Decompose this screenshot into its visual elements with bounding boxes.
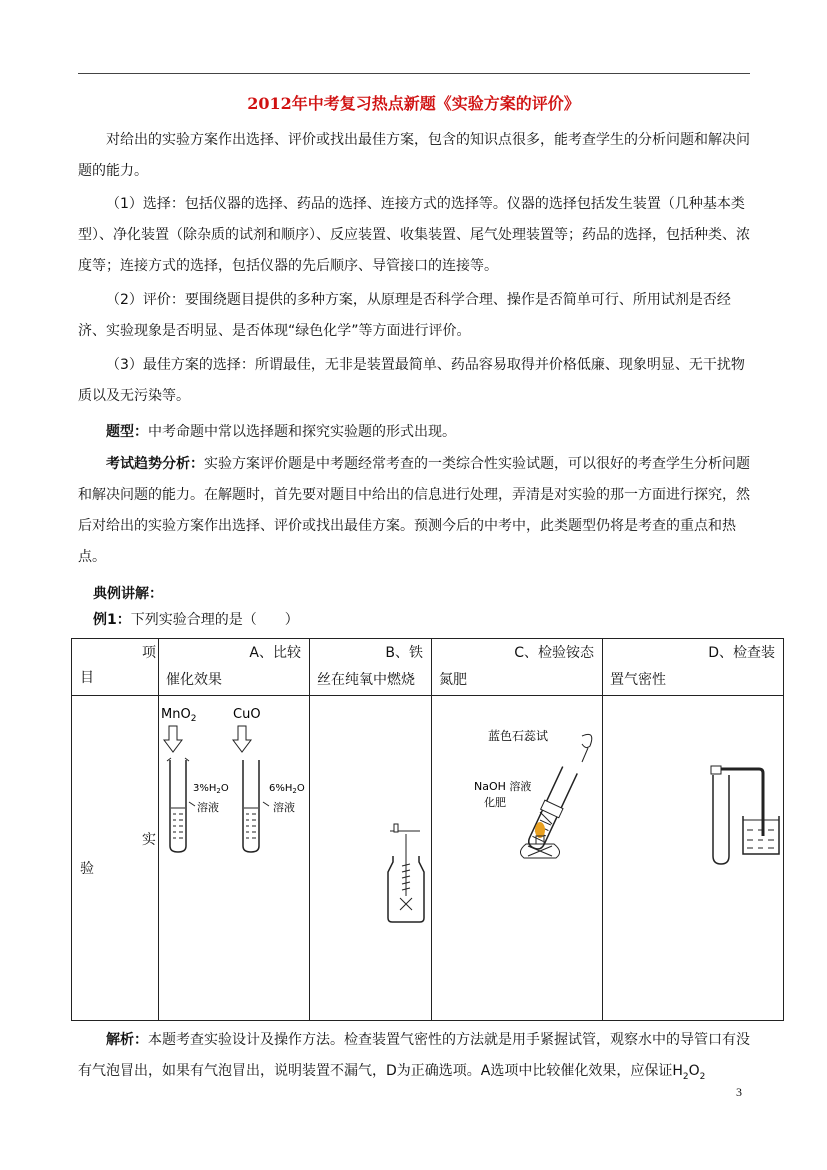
B-line1: B、铁 [385, 645, 423, 661]
C-line1: C、检验铵态 [514, 645, 594, 661]
D-line1: D、检查装 [708, 645, 775, 661]
cuo-label: CuO [233, 707, 261, 722]
solution-2-label: $6\%H_2O$ [269, 783, 305, 795]
item2-paragraph: （2）评价：要围绕题目提供的多种方案，从原理是否科学合理、操作是否简单可行、所用试剂是否经济、实验现象是否明显、是否体现“绿色化学”等方面进行评价。 [78, 292, 731, 339]
type-label: 题型： [106, 424, 148, 440]
arrow-down-icon [164, 726, 182, 752]
page-title: 2012年中考复习热点新题《实验方案的评价》 [247, 94, 580, 113]
experiment-table [71, 638, 784, 1021]
header-cell-D [603, 639, 784, 696]
test-tube [713, 775, 729, 864]
B-line2: 丝在纯氧中燃烧 [317, 672, 415, 688]
diagram-cell-A [159, 696, 310, 1021]
delivery-tube [719, 769, 763, 836]
airtightness-diagram [603, 696, 783, 1020]
experiment-label-mid: 实 [142, 832, 156, 848]
ammonium-test-diagram [432, 696, 602, 1020]
catalyst-comparison-diagram [159, 696, 309, 1020]
type-text: 中考命题中常以选择题和探究实验题的形式出现。 [148, 424, 456, 440]
D-line2: 置气密性 [610, 672, 666, 688]
item-label-bottom: 目 [80, 670, 94, 686]
diagram-cell-C [432, 696, 603, 1021]
experiment-label-bottom: 验 [80, 861, 94, 877]
C-line2: 氮肥 [439, 672, 467, 688]
header-cell-C [432, 639, 603, 696]
iron-combustion-diagram [310, 696, 431, 1020]
analysis-paragraph: 解析：本题考查实验设计及操作方法。检查装置气密性的方法就是用手紧握试管，观察水中的导管口有没有气泡冒出，如果有气泡冒出，说明装置不漏气，D为正确选项。A选项中比较催化效果，应保证$H_2O_2$ [78, 1032, 750, 1082]
solution-1-label: $3\%H_2O$ [193, 783, 229, 795]
type-paragraph [78, 417, 750, 448]
test-tube [243, 760, 259, 852]
solution-2-word: 溶液 [273, 801, 295, 814]
arrow-down-icon [233, 726, 251, 752]
solution-1-word: 溶液 [197, 801, 219, 814]
item3-paragraph: （3）最佳方案的选择：所谓最佳，无非是装置最简单、药品容易取得并价格低廉、现象明显、无干扰物质以及无污染等。 [78, 357, 745, 404]
header-cell-B [310, 639, 432, 696]
example1-label: 例1： [93, 612, 131, 628]
intro-paragraph: 对给出的实验方案作出选择、评价或找出最佳方案，包含的知识点很多，能考查学生的分析问题和解决问题的能力。 [78, 132, 750, 179]
trend-text: 实验方案评价题是中考题经常考查的一类综合性实验试题，可以很好的考查学生分析问题和解决问题的能力。在解题时，首先要对题目中给出的信息进行处理，弄清是对实验的那一方面进行探究，然后对给出的实验方案作出选择、评价或找出最佳方案。预测今后的中考中，此类题型仍将是考查的重点和热点。 [78, 456, 750, 565]
A-line2: 催化效果 [166, 672, 222, 688]
example1-text: 下列实验合理的是（ ） [130, 612, 299, 628]
row-label-experiment [72, 696, 159, 1021]
A-line1: A、比较 [249, 645, 301, 661]
page-number: 3 [736, 1085, 742, 1099]
header-cell-A [159, 639, 310, 696]
litmus-paper [582, 734, 592, 747]
trend-label: 考试趋势分析： [106, 456, 204, 472]
header-rule [78, 73, 750, 74]
item-label-top: 项 [142, 645, 156, 661]
examples-heading: 典例讲解： [93, 586, 163, 602]
mno2-label: MnO$_2$ [161, 707, 197, 724]
trend-paragraph [78, 449, 750, 573]
analysis-label: 解析： [106, 1032, 148, 1048]
analysis-text: 本题考查实验设计及操作方法。检查装置气密性的方法就是用手紧握试管，观察水中的导管口有没有气泡冒出，如果有气泡冒出，说明装置不漏气，D为正确选项。A选项中比较催化效果，应保证H [78, 1032, 750, 1079]
header-cell-item [72, 639, 159, 696]
diagram-cell-D [603, 696, 784, 1021]
item1-paragraph: （1）选择：包括仪器的选择、药品的选择、连接方式的选择等。仪器的选择包括发生装置（几种基本类型）、净化装置（除杂质的试剂和顺序）、反应装置、收集装置、尾气处理装置等；药品的选择，包括种类、浓度等；连接方式的选择，包括仪器的先后顺序、导管接口的连接等。 [78, 196, 750, 274]
example1-question [93, 609, 299, 629]
fertilizer-label: 化肥 [484, 796, 506, 809]
test-tube [170, 760, 186, 852]
diagram-cell-B [310, 696, 432, 1021]
litmus-paper-label: 蓝色石蕊试 [488, 729, 549, 743]
naoh-label: NaOH 溶液 [474, 780, 532, 793]
